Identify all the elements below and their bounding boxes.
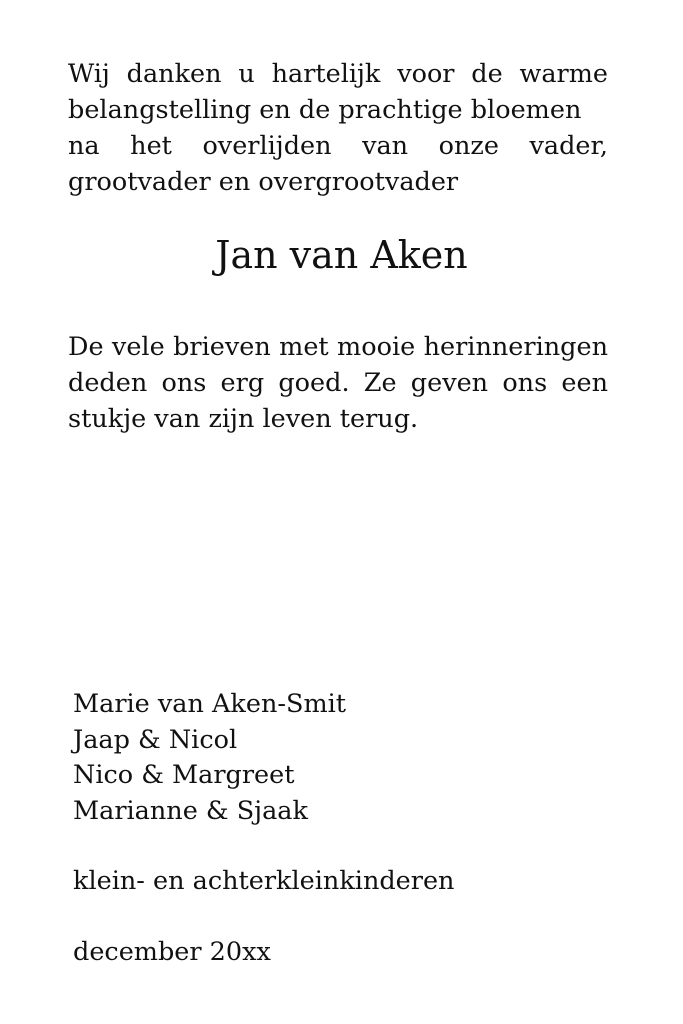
signer-name: Marie van Aken-Smit [73,689,347,719]
memory-line: De vele brieven met mooie herinneringen [68,332,608,362]
signers-list [73,687,346,829]
memory-line: deden ons erg goed. Ze geven ons een [68,368,608,398]
deceased-name: Jan van Aken [215,233,468,277]
intro-paragraph [68,56,608,200]
intro-line: na het overlijden van onze vader, [68,131,608,161]
intro-line: grootvader en overgrootvader [68,167,459,197]
intro-line: Wij danken u hartelijk voor de warme [68,59,608,89]
grandchildren-line: klein- en achterkleinkinderen [73,866,455,896]
signer-name: Marianne & Sjaak [73,795,308,826]
memory-paragraph [68,329,608,437]
signer-name: Jaap & Nicol [73,724,238,755]
signer-name: Nico & Margreet [73,760,295,790]
memory-line: stukje van zijn leven terug. [68,404,419,434]
intro-line: belangstelling en de prachtige bloemen [68,95,582,125]
date-line: december 20xx [73,937,271,967]
